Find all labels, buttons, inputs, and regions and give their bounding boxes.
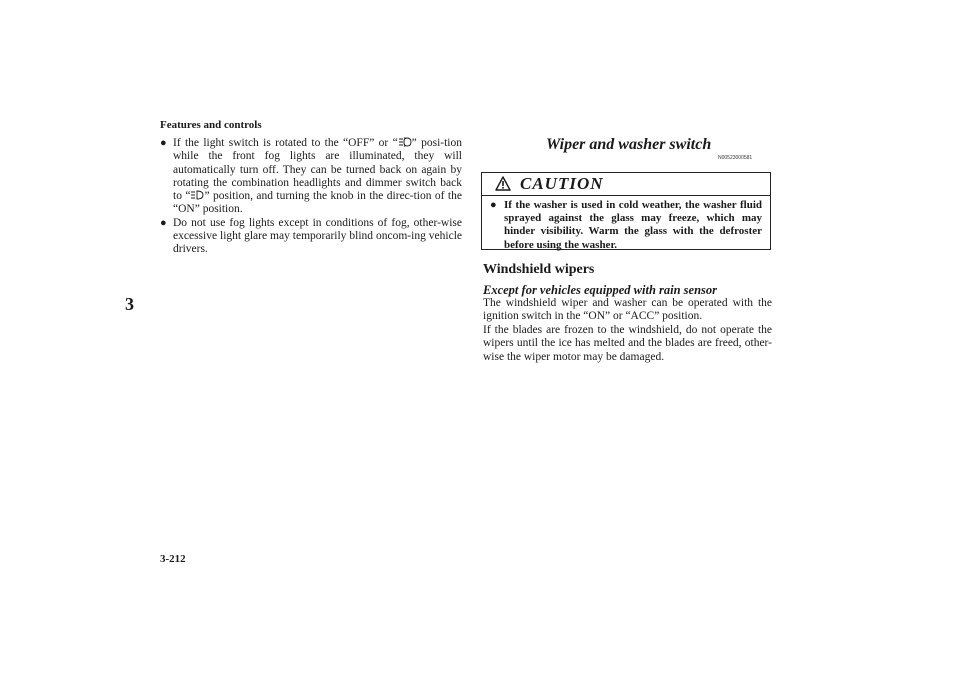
caution-text: If the washer is used in cold weather, the washer fluid sprayed against the glass may freeze, which may hinder visibility. Warm the glass with the defroster before using the washer. <box>504 199 762 251</box>
bullet-icon: ● <box>160 137 167 149</box>
caution-box <box>481 172 771 250</box>
bullet-icon: ● <box>160 216 167 229</box>
left-column <box>160 137 462 257</box>
bullet-text-part: If the light switch is rotated to the “OFF” or “ <box>173 137 398 149</box>
front-fog-light-icon <box>398 137 412 147</box>
running-header: Features and controls <box>160 119 262 131</box>
bullet-icon: ● <box>490 199 497 211</box>
bullet-text-part: ” position, and turning the knob in the direc-tion of the “ON” position. <box>173 190 462 216</box>
warning-triangle-icon <box>495 176 511 191</box>
subsubheading: Except for vehicles equipped with rain sensor <box>483 283 718 297</box>
section-code: N00523000581 <box>718 155 753 161</box>
subheading: Windshield wipers <box>483 262 595 277</box>
paragraph: If the blades are frozen to the windshield, do not operate the wipers until the ice has melted and the blades are freed, other-wise the wiper motor may be damaged. <box>483 324 772 363</box>
bullet-text-part: ” posi-tion while the front fog lights are illuminated, they will automatically turn off. They can be turned back on again by rotating the combination headlights and dimmer switch back to “ <box>173 137 462 203</box>
bullet-item <box>160 217 462 257</box>
caution-bullet <box>482 196 770 252</box>
headlight-icon <box>190 190 204 200</box>
chapter-tab: 3 <box>125 294 134 314</box>
caution-header <box>482 173 770 196</box>
bullet-item <box>160 137 462 217</box>
paragraph: The windshield wiper and washer can be operated with the ignition switch in the “ON” or “ACC” position. <box>483 297 772 323</box>
page-number: 3-212 <box>160 553 186 565</box>
caution-title: CAUTION <box>520 174 604 193</box>
section-title: Wiper and washer switch <box>546 136 712 153</box>
bullet-text: Do not use fog lights except in conditions of fog, other-wise excessive light glare may temporarily blind oncom-ing vehicle drivers. <box>173 216 462 256</box>
